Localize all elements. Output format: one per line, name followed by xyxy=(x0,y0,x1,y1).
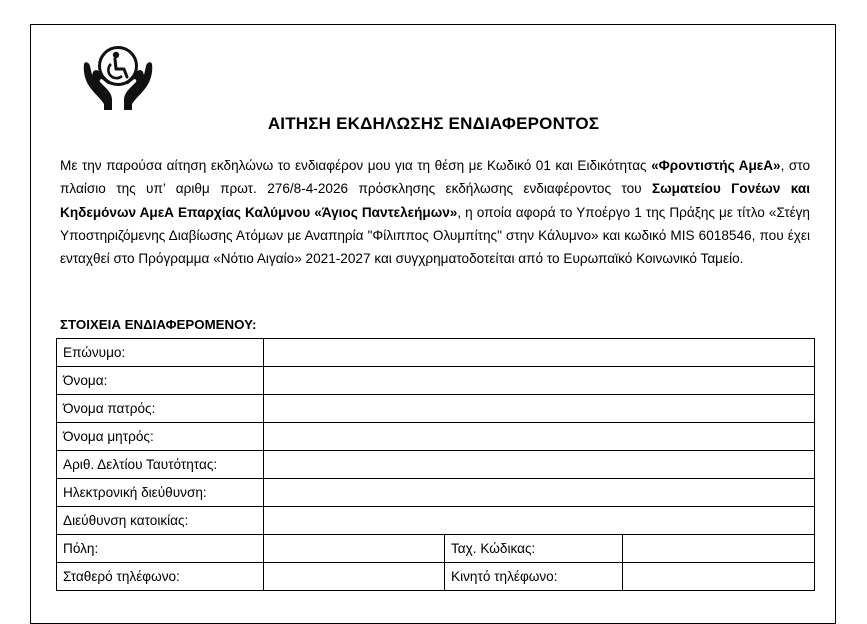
intro-text: Με την παρούσα αίτηση εκδηλώνω το ενδιαφέρον μου για τη θέση με Κωδικό 01 και Ειδικότητας xyxy=(60,158,652,173)
email-field[interactable] xyxy=(264,479,815,507)
name-label: Όνομα: xyxy=(57,367,264,395)
name-field[interactable] xyxy=(264,367,815,395)
id-number-field[interactable] xyxy=(264,451,815,479)
intro-text: , στο πλαίσιο της υπ’ αριθμ πρωτ. 276/8-4-2026 πρόσκλησης εκδήλωσης ενδιαφέροντος του xyxy=(60,158,811,197)
id-number-label: Αριθ. Δελτίου Ταυτότητας: xyxy=(57,451,264,479)
document-title: ΑΙΤΗΣΗ ΕΚΔΗΛΩΣΗΣ ΕΝΔΙΑΦΕΡΟΝΤΟΣ xyxy=(267,114,600,133)
table-row xyxy=(57,423,815,451)
mobile-field[interactable] xyxy=(623,563,815,591)
mobile-label: Κινητό τηλέφωνο: xyxy=(445,563,623,591)
landline-field[interactable] xyxy=(264,563,445,591)
table-row xyxy=(57,563,815,591)
table-row xyxy=(57,367,815,395)
surname-field[interactable] xyxy=(264,339,815,367)
table-row xyxy=(57,479,815,507)
postal-code-field[interactable] xyxy=(623,535,815,563)
father-name-field[interactable] xyxy=(264,395,815,423)
address-field[interactable] xyxy=(264,507,815,535)
city-label: Πόλη: xyxy=(57,535,264,563)
table-row xyxy=(57,507,815,535)
intro-text-bold: Σωματείου Γονέων και Κηδεμόνων ΑμεΑ Επαρχίας Καλύμνου «Άγιος Παντελεήμων» xyxy=(60,181,810,220)
intro-text-bold: «Φροντιστής ΑμεΑ» xyxy=(651,158,781,173)
mother-name-field[interactable] xyxy=(264,423,815,451)
intro-text: , η οποία αφορά το Υποέργο 1 της Πράξης με τίτλο «Στέγη Υποστηριζόμενης Διαβίωσης Ατόμων με Αναπηρία "Φίλιππος Ολυμπίτης" στην Κάλυμνο» και κωδικό MIS 6018546, που έχει ενταχθεί στο Πρόγραμμα «Νότιο Αιγαίο» 2021-2027 και συγχρηματοδοτείται από το Ευρωπαϊκό Κοινωνικό Ταμείο. xyxy=(60,204,810,267)
association-logo xyxy=(80,38,156,114)
email-label: Ηλεκτρονική διεύθυνση: xyxy=(57,479,264,507)
mother-name-label: Όνομα μητρός: xyxy=(57,423,264,451)
table-row xyxy=(57,535,815,563)
table-row xyxy=(57,451,815,479)
father-name-label: Όνομα πατρός: xyxy=(57,395,264,423)
address-label: Διεύθυνση κατοικίας: xyxy=(57,507,264,535)
intro-paragraph xyxy=(60,154,810,270)
section-label: ΣΤΟΙΧΕΙΑ ΕΝΔΙΑΦΕΡΟΜΕΝΟΥ: xyxy=(60,317,257,332)
postal-code-label: Ταχ. Κώδικας: xyxy=(445,535,623,563)
table-row xyxy=(57,395,815,423)
table-row xyxy=(57,339,815,367)
surname-label: Επώνυμο: xyxy=(57,339,264,367)
applicant-form-table xyxy=(56,338,815,591)
city-field[interactable] xyxy=(264,535,445,563)
landline-label: Σταθερό τηλέφωνο: xyxy=(57,563,264,591)
